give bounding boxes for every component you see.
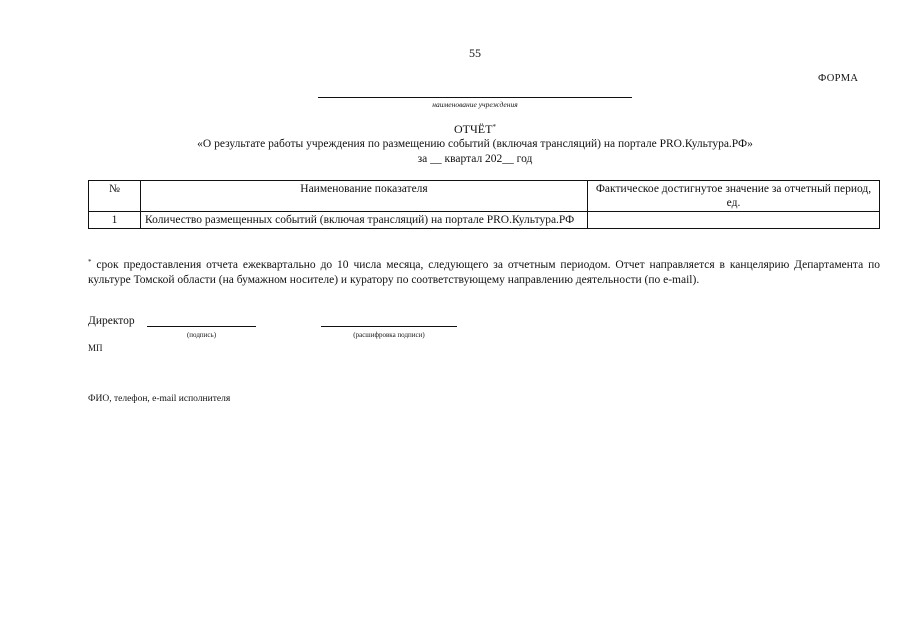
table-header-row [89, 181, 880, 212]
signature-caption: (подпись) [186, 331, 217, 339]
row-indicator-name: Количество размещенных событий (включая трансляций) на портале PRO.Культура.РФ [141, 212, 588, 229]
indicators-table [88, 180, 880, 229]
report-subtitle: «О результате работы учреждения по размещению событий (включая трансляций) на портале PRO.Культура.РФ» [197, 138, 753, 150]
header-number: № [89, 181, 141, 212]
signature-decoding-line [321, 326, 457, 327]
report-title-footnote-mark: * [492, 123, 496, 131]
footnote-mark: * [88, 258, 92, 266]
page-number: 55 [469, 46, 481, 60]
director-label: Директор [88, 315, 135, 327]
header-indicator-name: Наименование показателя [141, 181, 588, 212]
stamp-place-label: МП [88, 343, 103, 353]
header-achieved-value: Фактическое достигнутое значение за отчетный период, ед. [588, 181, 880, 212]
organization-name-caption: наименование учреждения [432, 100, 518, 109]
executor-contact-label: ФИО, телефон, e-mail исполнителя [88, 394, 231, 404]
signature-line [147, 326, 256, 327]
organization-name-line [318, 97, 632, 98]
footnote-text: срок предоставления отчета ежеквартально до 10 числа месяца, следующего за отчетным периодом. Отчет направляется в канцелярию Департамента по культуре Томской области (на бумажном носителе) и куратору по соответствующему направлению деятельности (по e-mail). [88, 259, 880, 286]
report-title [0, 122, 905, 137]
signature-decoding-caption: (расшифровка подписи) [353, 331, 425, 339]
form-label: ФОРМА [818, 73, 859, 84]
table-row [89, 212, 880, 229]
row-achieved-value [588, 212, 880, 229]
report-title-text: ОТЧЁТ [454, 122, 493, 136]
footnote [88, 255, 880, 288]
report-period: за __ квартал 202__ год [417, 153, 533, 165]
row-number: 1 [89, 212, 141, 229]
